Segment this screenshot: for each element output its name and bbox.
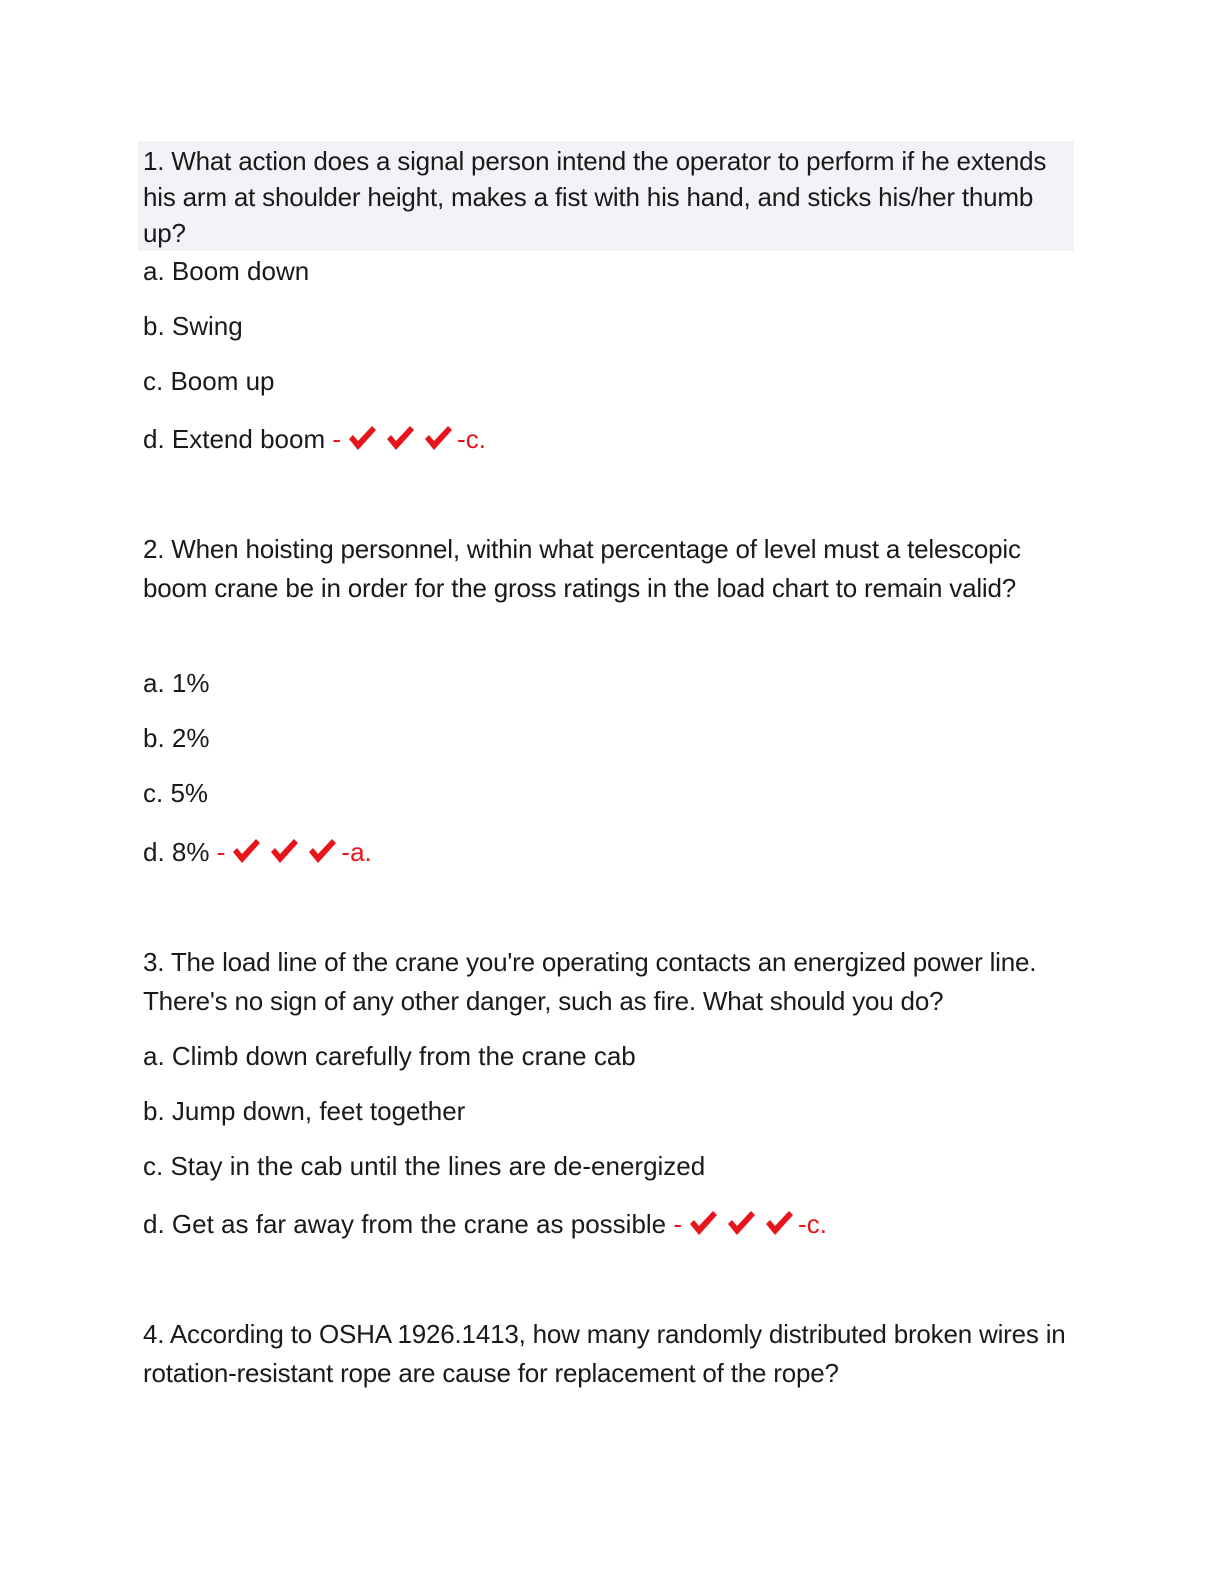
question-2-text: 2. When hoisting personnel, within what percentage of level must a telescopic boom crane be in order for the gross ratings in the load chart to remain valid? xyxy=(143,534,1021,603)
check-mark-icon xyxy=(385,424,415,452)
question-1-option-b: b. Swing xyxy=(143,311,243,341)
check-marks xyxy=(688,1209,794,1237)
question-3-text: 3. The load line of the crane you're operating contacts an energized power line. There's no sign of any other danger, such as fire. What should you do? xyxy=(143,947,1037,1016)
question-1 xyxy=(143,143,1073,251)
check-marks xyxy=(347,424,453,452)
option-label: d. 8% xyxy=(143,837,210,867)
check-mark-icon xyxy=(726,1209,756,1237)
question-2-option-a: a. 1% xyxy=(143,668,210,698)
check-mark-icon xyxy=(423,424,453,452)
question-1-text: 1. What action does a signal person intend the operator to perform if he extends his arm at shoulder height, makes a fist with his hand, and sticks his/her thumb up? xyxy=(143,146,1047,248)
question-3-option-c: c. Stay in the cab until the lines are de-energized xyxy=(143,1151,706,1181)
question-3-option-b: b. Jump down, feet together xyxy=(143,1096,466,1126)
question-1-option-a: a. Boom down xyxy=(143,256,310,286)
answer-suffix: -a. xyxy=(341,837,372,867)
answer-prefix: - xyxy=(673,1209,683,1239)
check-mark-icon xyxy=(764,1209,794,1237)
question-3-option-a: a. Climb down carefully from the crane cab xyxy=(143,1041,636,1071)
question-4 xyxy=(143,1315,1073,1393)
answer-prefix: - xyxy=(332,424,342,454)
question-1-option-d xyxy=(143,424,486,454)
answer-suffix: -c. xyxy=(798,1209,827,1239)
question-1-option-c: c. Boom up xyxy=(143,366,275,396)
question-2-option-c: c. 5% xyxy=(143,778,209,808)
check-mark-icon xyxy=(347,424,377,452)
question-2-option-d xyxy=(143,837,372,867)
question-2 xyxy=(143,530,1073,608)
check-mark-icon xyxy=(688,1209,718,1237)
question-2-option-b: b. 2% xyxy=(143,723,210,753)
check-mark-icon xyxy=(307,837,337,865)
check-mark-icon xyxy=(231,837,261,865)
answer-prefix: - xyxy=(216,837,226,867)
question-4-text: 4. According to OSHA 1926.1413, how many randomly distributed broken wires in rotation-resistant rope are cause for replacement of the rope? xyxy=(143,1319,1066,1388)
check-mark-icon xyxy=(269,837,299,865)
option-label: d. Get as far away from the crane as possible xyxy=(143,1209,667,1239)
question-3-option-d xyxy=(143,1209,827,1239)
option-label: d. Extend boom xyxy=(143,424,326,454)
check-marks xyxy=(231,837,337,865)
question-3 xyxy=(143,943,1073,1021)
answer-suffix: -c. xyxy=(457,424,486,454)
